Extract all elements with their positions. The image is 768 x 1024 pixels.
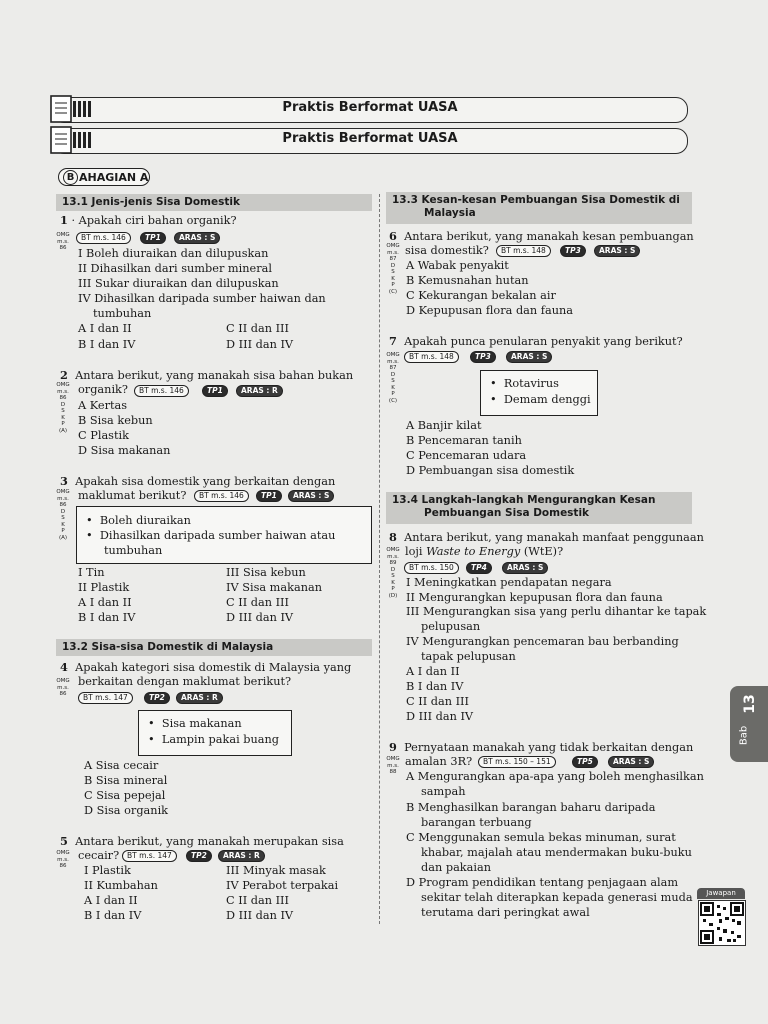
q6-aras: ARAS : S [594,245,640,257]
q8-item-4b: tapak pelupusan [421,650,516,663]
q6-bt-ref: BT m.s. 148 [496,245,551,257]
q9-option-d-cont2: terutama dari peringkat awal [421,906,590,919]
q6-side-code: OMG m.s. 87 D S K P (C) [386,243,400,295]
q8-item-4: IV Mengurangkan pencemaran bau berbanding [406,635,679,648]
q5-item-4: IV Perabot terpakai [226,879,339,892]
q6-option-a[interactable]: A Wabak penyakit [406,259,509,272]
q8-item-3b: pelupusan [421,620,481,633]
q6-stem-1: 6 Antara berikut, yang manakah kesan pembuangan [389,229,694,243]
q7-bullet-1: • Rotavirus [490,377,559,390]
q5-option-d[interactable]: D III dan IV [226,909,294,922]
q9-option-a-cont: sampah [421,785,466,798]
q9-option-d-cont1: sekitar telah diterapkan kepada generasi muda [421,891,693,904]
header-banner-2 [52,128,688,154]
q7-option-c[interactable]: C Pencemaran udara [406,449,527,462]
q6-option-d[interactable]: D Kepupusan flora dan fauna [406,304,573,317]
q6-stem-2: sisa domestik? [405,244,489,257]
q1-option-c[interactable]: C II dan III [226,322,289,335]
qr-code-icon[interactable] [698,900,746,946]
q5-bt-ref: BT m.s. 147 [122,850,177,862]
q4-option-a[interactable]: A Sisa cecair [84,759,159,772]
q5-aras: ARAS : R [218,850,265,862]
q9-option-c[interactable]: C Menggunakan semula bekas minuman, surat [406,831,676,844]
q7-option-b[interactable]: B Pencemaran tanih [406,434,522,447]
q7-side-code: OMG m.s. 87 D S K P (C) [386,352,400,404]
q7-tp: TP3 [470,351,496,363]
q3-bt-ref: BT m.s. 146 [194,490,249,502]
q5-item-2: II Kumbahan [84,879,158,892]
q4-bullet-2: • Lampin pakai buang [148,733,280,746]
q3-option-d[interactable]: D III dan IV [226,611,294,624]
q8-item-1: I Meningkatkan pendapatan negara [406,576,612,589]
q2-option-d[interactable]: D Sisa makanan [78,444,171,457]
q9-option-c-cont1: khabar, majalah atau mendermakan buku-buku [421,846,692,859]
q6-tp: TP3 [560,245,586,257]
q7-stem: 7 Apakah punca penularan penyakit yang berikut? [389,334,683,348]
q4-option-b[interactable]: B Sisa mineral [84,774,168,787]
q9-option-b-cont: barangan terbuang [421,816,532,829]
q8-option-b[interactable]: B I dan IV [406,680,464,693]
q9-stem-2: amalan 3R? [405,755,473,768]
q1-bt-ref: BT m.s. 146 [76,232,131,244]
q3-bullet-2b: tumbuhan [104,544,163,557]
q4-aras: ARAS : R [176,692,223,704]
q9-stem-1: 9 Pernyataan manakah yang tidak berkaitan dengan [389,740,694,754]
q1-side-code: OMG m.s. 86 [56,232,70,251]
q3-tp: TP1 [256,490,282,502]
chapter-tab [730,686,768,762]
q4-bullet-1: • Sisa makanan [148,717,242,730]
q4-bt-ref: BT m.s. 147 [78,692,133,704]
q5-side-code: OMG m.s. 86 [56,850,70,869]
q2-option-c[interactable]: C Plastik [78,429,129,442]
q9-aras: ARAS : S [608,756,654,768]
jawapan-label: Jawapan [697,888,745,899]
q8-option-c[interactable]: C II dan III [406,695,469,708]
q8-tp: TP4 [466,562,492,574]
q3-stem-2: maklumat berikut? [78,489,187,502]
q9-option-c-cont2: dan pakaian [421,861,492,874]
q1-item-4b: tumbuhan [93,307,152,320]
q9-tp: TP5 [572,756,598,768]
q8-aras: ARAS : S [502,562,548,574]
q3-item-4: IV Sisa makanan [226,581,323,594]
q4-option-c[interactable]: C Sisa pepejal [84,789,166,802]
q4-tp: TP2 [144,692,170,704]
q3-item-1: I Tin [78,566,105,579]
q8-option-a[interactable]: A I dan II [406,665,460,678]
section-13-3: 13.3 Kesan-kesan Pembuangan Sisa Domestik di Malaysia [386,192,692,224]
q3-item-2: II Plastik [78,581,130,594]
q2-option-a[interactable]: A Kertas [78,399,128,412]
section-13-2: 13.2 Sisa-sisa Domestik di Malaysia [56,639,372,656]
q5-stem-2: cecair? [78,849,120,862]
column-divider [379,194,380,924]
q3-option-b[interactable]: B I dan IV [78,611,136,624]
q3-bullet-1: • Boleh diuraikan [86,514,191,527]
q4-stem-2: berkaitan dengan maklumat berikut? [78,675,292,688]
chapter-number: 13 [742,694,758,714]
q1-aras: ARAS : S [174,232,220,244]
bahagian-label: B AHAGIAN A [58,168,150,186]
q2-option-b[interactable]: B Sisa kebun [78,414,153,427]
q2-tp: TP1 [202,385,228,397]
q5-tp: TP2 [186,850,212,862]
q3-bullet-2: • Dihasilkan daripada sumber haiwan atau [86,529,336,542]
q6-option-b[interactable]: B Kemusnahan hutan [406,274,529,287]
q5-option-a[interactable]: A I dan II [84,894,138,907]
q7-aras: ARAS : S [506,351,552,363]
q1-stem: 1 · Apakah ciri bahan organik? [60,213,237,227]
q3-stem-1: 3 Apakah sisa domestik yang berkaitan dengan [60,474,336,488]
q4-option-d[interactable]: D Sisa organik [84,804,169,817]
q5-item-3: III Minyak masak [226,864,326,877]
q8-option-d[interactable]: D III dan IV [406,710,474,723]
q3-aras: ARAS : S [288,490,334,502]
q1-option-a[interactable]: A I dan II [78,322,132,335]
q8-item-2: II Mengurangkan kepupusan flora dan fauna [406,591,663,604]
q8-stem-2: loji Waste to Energy (WtE)? [405,545,564,558]
header-banner-1 [52,97,688,123]
q4-side-code: OMG m.s. 86 [56,678,70,697]
q8-side-code: OMG m.s. 89 D S K P (D) [386,547,400,599]
q7-bullet-2: • Demam denggi [490,393,591,406]
section-13-4: 13.4 Langkah-langkah Mengurangkan Kesan Pembuangan Sisa Domestik [386,492,692,524]
q3-option-a[interactable]: A I dan II [78,596,132,609]
q4-stem-1: 4 Apakah kategori sisa domestik di Malaysia yang [60,660,352,674]
q8-stem-1: 8 Antara berikut, yang manakah manfaat penggunaan [389,530,704,544]
header-title-2: Praktis Berformat UASA [282,131,458,146]
q1-item-4: IV Dihasilkan daripada sumber haiwan dan [78,292,326,305]
q3-side-code: OMG m.s. 86 D S K P (A) [56,489,70,541]
q1-option-d[interactable]: D III dan IV [226,338,294,351]
section-13-1: 13.1 Jenis-jenis Sisa Domestik [56,194,372,211]
q9-side-code: OMG m.s. 88 [386,756,400,775]
q7-option-d[interactable]: D Pembuangan sisa domestik [406,464,575,477]
q9-option-a[interactable]: A Mengurangkan apa-apa yang boleh menghasilkan [406,770,704,783]
q2-aras: ARAS : R [236,385,283,397]
q1-tp: TP1 [140,232,166,244]
q5-stem-1: 5 Antara berikut, yang manakah merupakan sisa [60,834,344,848]
q3-item-3: III Sisa kebun [226,566,306,579]
q1-option-b[interactable]: B I dan IV [78,338,136,351]
q5-option-b[interactable]: B I dan IV [84,909,142,922]
q3-option-c[interactable]: C II dan III [226,596,289,609]
q8-item-3: III Mengurangkan sisa yang perlu dihantar ke tapak [406,605,707,618]
header-title-1: Praktis Berformat UASA [282,100,458,115]
q2-stem-2: organik? [78,383,128,396]
q1-item-3: III Sukar diuraikan dan dilupuskan [78,277,279,290]
q7-option-a[interactable]: A Banjir kilat [406,419,482,432]
q2-stem-1: 2 Antara berikut, yang manakah sisa bahan bukan [60,368,354,382]
q5-item-1: I Plastik [84,864,131,877]
q8-bt-ref: BT m.s. 150 [404,562,459,574]
q9-option-d[interactable]: D Program pendidikan tentang penjagaan alam [406,876,679,889]
q9-option-b[interactable]: B Menghasilkan barangan baharu daripada [406,801,656,814]
q1-item-1: I Boleh diuraikan dan dilupuskan [78,247,269,260]
q9-bt-ref: BT m.s. 150 – 151 [478,756,556,768]
q1-item-2: II Dihasilkan dari sumber mineral [78,262,272,275]
q2-side-code: OMG m.s. 86 D S K P (A) [56,382,70,434]
q6-option-c[interactable]: C Kekurangan bekalan air [406,289,556,302]
chapter-word: Bab [738,725,750,746]
q2-bt-ref: BT m.s. 146 [134,385,189,397]
q5-option-c[interactable]: C II dan III [226,894,289,907]
q7-bt-ref: BT m.s. 148 [404,351,459,363]
